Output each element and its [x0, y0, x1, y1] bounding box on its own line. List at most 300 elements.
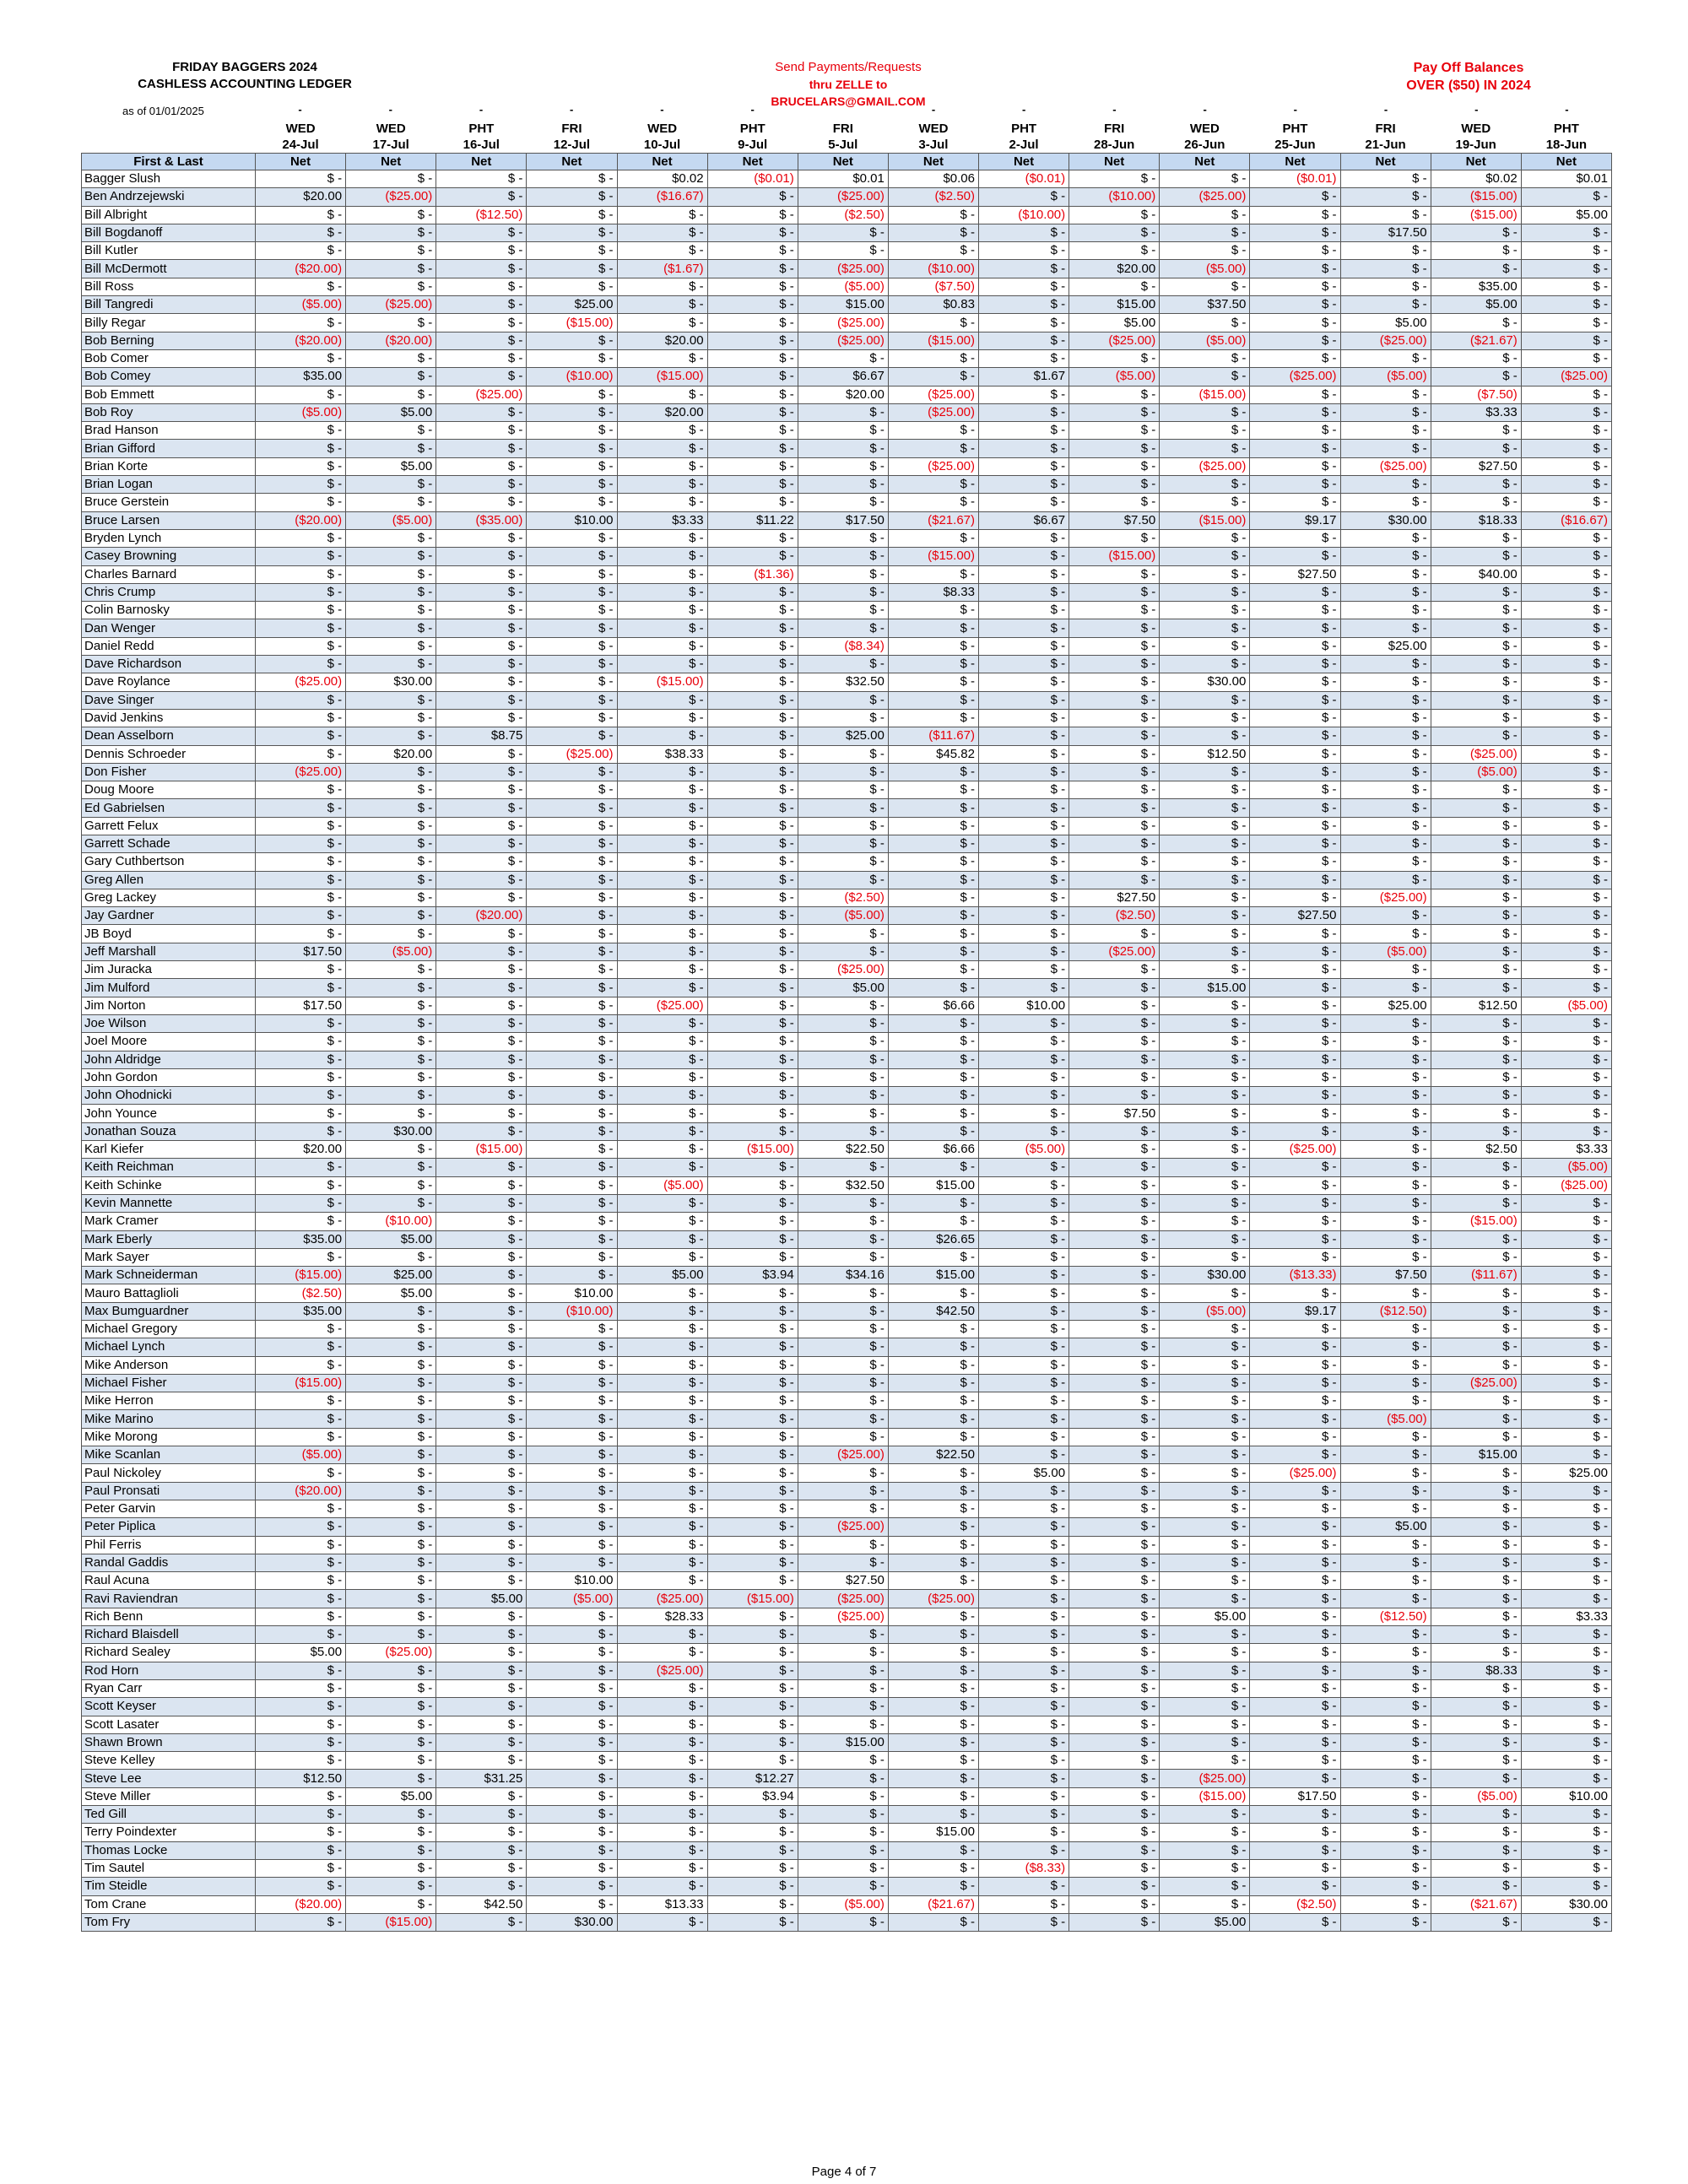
- net-amount-cell: $12.27: [707, 1770, 798, 1787]
- net-amount-cell: $ -: [617, 1428, 707, 1446]
- table-row: [82, 386, 1612, 403]
- net-amount-cell: $ -: [527, 1176, 617, 1194]
- net-amount-cell: $ -: [707, 1033, 798, 1051]
- net-amount-cell: $ -: [1431, 476, 1521, 494]
- net-amount-cell: $ -: [1069, 1176, 1160, 1194]
- net-amount-cell: $ -: [888, 476, 978, 494]
- net-amount-cell: $ -: [707, 1878, 798, 1895]
- net-amount-cell: $ -: [707, 1572, 798, 1590]
- net-amount-cell: $ -: [707, 1806, 798, 1824]
- net-amount-cell: $ -: [1431, 943, 1521, 960]
- net-amount-cell: ($13.33): [1250, 1267, 1340, 1284]
- net-amount-cell: $ -: [1160, 224, 1250, 241]
- net-amount-cell: $ -: [346, 565, 436, 583]
- net-amount-cell: $ -: [979, 1122, 1069, 1140]
- column-header-day: WED: [1189, 122, 1220, 136]
- net-amount-cell: $ -: [1431, 1230, 1521, 1248]
- net-amount-cell: $ -: [436, 1500, 527, 1517]
- table-row: [82, 619, 1612, 637]
- net-amount-cell: $ -: [1069, 1248, 1160, 1266]
- net-amount-cell: $ -: [436, 260, 527, 278]
- net-amount-cell: $ -: [798, 871, 888, 889]
- net-amount-cell: $12.50: [256, 1770, 346, 1787]
- net-amount-cell: $ -: [1431, 1087, 1521, 1105]
- column-header-date: 9-Jul: [738, 138, 768, 152]
- table-row: [82, 691, 1612, 709]
- table-row: [82, 889, 1612, 906]
- column-header-day: WED: [285, 122, 316, 136]
- net-amount-cell: $ -: [617, 961, 707, 979]
- net-amount-cell: ($25.00): [1431, 745, 1521, 763]
- net-amount-cell: $ -: [1340, 1662, 1431, 1679]
- net-amount-cell: $ -: [1521, 835, 1611, 852]
- net-amount-cell: $ -: [888, 1338, 978, 1356]
- member-name: Michael Gregory: [82, 1321, 256, 1338]
- net-amount-cell: ($25.00): [798, 332, 888, 349]
- page-number: Page 4 of 7: [811, 2165, 877, 2179]
- net-amount-cell: $ -: [1340, 1356, 1431, 1374]
- net-amount-cell: $ -: [1521, 1068, 1611, 1086]
- net-amount-cell: ($25.00): [436, 386, 527, 403]
- net-amount-cell: $ -: [1431, 548, 1521, 565]
- net-amount-cell: $10.00: [1521, 1787, 1611, 1805]
- net-amount-cell: $ -: [707, 1159, 798, 1176]
- net-amount-cell: $ -: [1160, 565, 1250, 583]
- net-amount-cell: $ -: [1521, 1824, 1611, 1841]
- table-row: [82, 602, 1612, 619]
- net-amount-cell: $ -: [798, 1068, 888, 1086]
- net-amount-cell: $ -: [1160, 763, 1250, 781]
- net-amount-cell: $ -: [617, 1374, 707, 1392]
- column-header-date: 25-Jun: [1274, 138, 1316, 152]
- column-dash: -: [1022, 103, 1026, 116]
- net-amount-cell: $ -: [1160, 1338, 1250, 1356]
- net-amount-cell: $ -: [1521, 1392, 1611, 1410]
- net-amount-cell: $ -: [1521, 224, 1611, 241]
- net-amount-cell: $ -: [798, 1213, 888, 1230]
- net-amount-cell: $ -: [1250, 314, 1340, 332]
- net-amount-cell: $ -: [256, 1033, 346, 1051]
- net-amount-cell: $5.00: [1160, 1608, 1250, 1625]
- net-amount-cell: $ -: [1160, 1733, 1250, 1751]
- net-amount-cell: $ -: [1069, 1913, 1160, 1931]
- net-amount-cell: $ -: [888, 1752, 978, 1770]
- net-amount-cell: $ -: [346, 1105, 436, 1122]
- net-amount-cell: $ -: [888, 1213, 978, 1230]
- net-amount-cell: $ -: [1431, 907, 1521, 925]
- net-amount-cell: $ -: [1340, 1770, 1431, 1787]
- net-amount-cell: $ -: [1069, 961, 1160, 979]
- table-row: [82, 1895, 1612, 1913]
- net-amount-cell: $ -: [1340, 1554, 1431, 1571]
- net-amount-cell: $0.02: [1431, 170, 1521, 188]
- net-amount-cell: ($5.00): [798, 907, 888, 925]
- net-amount-cell: $25.00: [1340, 637, 1431, 655]
- net-amount-cell: $ -: [1160, 1698, 1250, 1716]
- net-amount-cell: $ -: [798, 1051, 888, 1068]
- net-amount-cell: $ -: [1160, 1824, 1250, 1841]
- member-name: Garrett Felux: [82, 817, 256, 835]
- member-name: Mark Eberly: [82, 1230, 256, 1248]
- net-amount-cell: $ -: [1340, 386, 1431, 403]
- net-amount-cell: $ -: [1521, 907, 1611, 925]
- net-amount-cell: $25.00: [346, 1267, 436, 1284]
- net-amount-cell: $ -: [617, 1626, 707, 1644]
- payoff-line-2: OVER ($50) IN 2024: [1406, 78, 1531, 93]
- net-amount-cell: ($25.00): [617, 1662, 707, 1679]
- net-amount-cell: $ -: [527, 494, 617, 511]
- net-amount-cell: $ -: [527, 1014, 617, 1032]
- net-amount-cell: $ -: [1069, 817, 1160, 835]
- net-amount-cell: $3.33: [1431, 403, 1521, 421]
- member-name: Jim Mulford: [82, 979, 256, 997]
- net-amount-cell: $ -: [436, 1662, 527, 1679]
- net-amount-cell: $ -: [527, 1806, 617, 1824]
- net-amount-cell: $ -: [1160, 1213, 1250, 1230]
- net-amount-cell: $ -: [707, 979, 798, 997]
- net-amount-cell: $ -: [346, 1338, 436, 1356]
- net-amount-cell: $ -: [707, 440, 798, 457]
- table-row: [82, 224, 1612, 241]
- net-amount-cell: $ -: [979, 1554, 1069, 1571]
- net-amount-cell: ($15.00): [707, 1590, 798, 1608]
- net-amount-cell: $ -: [1069, 1122, 1160, 1140]
- net-amount-cell: $ -: [707, 1356, 798, 1374]
- net-amount-cell: $ -: [436, 997, 527, 1014]
- net-amount-cell: $ -: [436, 440, 527, 457]
- net-amount-cell: $ -: [707, 1500, 798, 1517]
- net-amount-cell: $20.00: [256, 1141, 346, 1159]
- column-header-day: PHT: [739, 122, 766, 136]
- net-amount-cell: $ -: [888, 1392, 978, 1410]
- net-amount-cell: $20.00: [346, 745, 436, 763]
- net-amount-cell: $ -: [1160, 1626, 1250, 1644]
- net-amount-cell: $ -: [707, 691, 798, 709]
- net-amount-cell: $ -: [707, 1482, 798, 1500]
- net-amount-cell: $ -: [1340, 1895, 1431, 1913]
- net-amount-cell: $ -: [527, 1374, 617, 1392]
- net-amount-cell: ($1.36): [707, 565, 798, 583]
- net-amount-cell: $ -: [436, 943, 527, 960]
- net-amount-cell: $ -: [979, 1895, 1069, 1913]
- net-amount-cell: $ -: [888, 1159, 978, 1176]
- net-amount-cell: $ -: [979, 781, 1069, 799]
- member-name: Doug Moore: [82, 781, 256, 799]
- net-amount-cell: $10.00: [979, 997, 1069, 1014]
- member-name: Paul Pronsati: [82, 1482, 256, 1500]
- net-amount-cell: $ -: [1160, 1141, 1250, 1159]
- net-amount-cell: $ -: [888, 1626, 978, 1644]
- net-amount-cell: $ -: [979, 1267, 1069, 1284]
- net-amount-cell: $ -: [617, 1051, 707, 1068]
- net-amount-cell: $ -: [888, 1770, 978, 1787]
- net-amount-cell: $ -: [1160, 799, 1250, 817]
- net-amount-cell: $ -: [888, 1410, 978, 1428]
- table-row: [82, 1446, 1612, 1464]
- net-amount-cell: $ -: [527, 979, 617, 997]
- net-amount-cell: $ -: [979, 242, 1069, 260]
- net-amount-cell: $ -: [1250, 332, 1340, 349]
- net-amount-cell: $ -: [888, 422, 978, 440]
- net-amount-cell: ($11.67): [1431, 1267, 1521, 1284]
- net-amount-cell: $ -: [527, 1356, 617, 1374]
- net-amount-cell: $ -: [436, 1014, 527, 1032]
- net-amount-cell: $ -: [1340, 1033, 1431, 1051]
- net-amount-cell: $ -: [1250, 1644, 1340, 1662]
- net-amount-cell: $ -: [888, 1321, 978, 1338]
- net-amount-cell: ($20.00): [256, 511, 346, 529]
- net-amount-cell: $ -: [888, 1051, 978, 1068]
- net-amount-cell: $ -: [436, 1248, 527, 1266]
- net-amount-cell: $ -: [888, 1284, 978, 1302]
- net-amount-cell: ($10.00): [527, 1302, 617, 1320]
- net-amount-cell: $ -: [1160, 781, 1250, 799]
- net-amount-cell: $ -: [707, 1302, 798, 1320]
- table-row: [82, 422, 1612, 440]
- net-amount-cell: $ -: [1250, 602, 1340, 619]
- header-row-net: [82, 154, 1612, 170]
- net-amount-cell: $ -: [1069, 925, 1160, 943]
- net-amount-cell: $ -: [1431, 656, 1521, 673]
- net-amount-cell: $ -: [527, 817, 617, 835]
- column-header-day: PHT: [1553, 122, 1579, 136]
- net-amount-cell: $ -: [1069, 1446, 1160, 1464]
- net-amount-cell: $ -: [617, 889, 707, 906]
- net-amount-cell: $ -: [888, 1859, 978, 1877]
- net-amount-cell: $ -: [1069, 1482, 1160, 1500]
- table-row: [82, 260, 1612, 278]
- net-amount-cell: $ -: [1160, 1230, 1250, 1248]
- net-amount-cell: $25.00: [1340, 997, 1431, 1014]
- net-amount-cell: $ -: [1340, 1374, 1431, 1392]
- net-amount-cell: $ -: [1250, 278, 1340, 295]
- net-amount-cell: $ -: [436, 188, 527, 206]
- net-amount-cell: $ -: [1431, 1698, 1521, 1716]
- net-amount-cell: $25.00: [527, 296, 617, 314]
- member-name: Casey Browning: [82, 548, 256, 565]
- net-amount-cell: $ -: [1250, 1500, 1340, 1517]
- net-amount-cell: $7.50: [1069, 511, 1160, 529]
- net-amount-cell: $ -: [1160, 1464, 1250, 1482]
- net-amount-cell: $ -: [346, 349, 436, 367]
- net-amount-cell: $ -: [798, 457, 888, 475]
- net-amount-cell: $15.00: [888, 1824, 978, 1841]
- net-amount-cell: $ -: [617, 619, 707, 637]
- net-amount-cell: $ -: [527, 565, 617, 583]
- net-amount-cell: ($25.00): [798, 314, 888, 332]
- net-amount-cell: $ -: [1431, 727, 1521, 745]
- column-header-date: 19-Jun: [1455, 138, 1496, 152]
- column-header-day: FRI: [561, 122, 582, 136]
- net-amount-cell: $ -: [1250, 1105, 1340, 1122]
- net-amount-cell: ($5.00): [617, 1176, 707, 1194]
- net-amount-cell: $ -: [617, 1410, 707, 1428]
- net-amount-cell: $ -: [617, 457, 707, 475]
- net-amount-cell: $35.00: [1431, 278, 1521, 295]
- net-amount-cell: $ -: [346, 242, 436, 260]
- net-amount-cell: $ -: [707, 889, 798, 906]
- net-amount-cell: $ -: [1250, 1410, 1340, 1428]
- net-amount-cell: $ -: [436, 961, 527, 979]
- net-amount-cell: $ -: [798, 1410, 888, 1428]
- net-amount-cell: $ -: [1250, 494, 1340, 511]
- net-amount-cell: $ -: [1431, 1428, 1521, 1446]
- member-name: Steve Lee: [82, 1770, 256, 1787]
- net-amount-cell: $ -: [979, 1644, 1069, 1662]
- net-amount-cell: ($15.00): [1069, 548, 1160, 565]
- net-amount-cell: $ -: [1250, 853, 1340, 871]
- net-amount-cell: $0.01: [1521, 170, 1611, 188]
- net-amount-cell: $ -: [1250, 440, 1340, 457]
- net-amount-cell: $ -: [707, 242, 798, 260]
- net-amount-cell: $ -: [1069, 1895, 1160, 1913]
- column-header-date: 5-Jul: [828, 138, 858, 152]
- member-name: Joe Wilson: [82, 1014, 256, 1032]
- net-amount-cell: $ -: [617, 1392, 707, 1410]
- net-amount-cell: $ -: [1160, 1662, 1250, 1679]
- net-amount-cell: $ -: [707, 224, 798, 241]
- net-amount-cell: $ -: [1250, 457, 1340, 475]
- net-amount-cell: $ -: [617, 1859, 707, 1877]
- net-amount-cell: $5.00: [979, 1464, 1069, 1482]
- column-header-day: WED: [918, 122, 949, 136]
- net-amount-cell: $ -: [1069, 745, 1160, 763]
- net-amount-cell: $ -: [798, 602, 888, 619]
- net-amount-cell: $ -: [436, 673, 527, 691]
- net-amount-cell: $ -: [1160, 1500, 1250, 1517]
- net-amount-cell: $ -: [707, 1321, 798, 1338]
- net-amount-cell: $ -: [1069, 565, 1160, 583]
- net-amount-cell: $ -: [617, 763, 707, 781]
- net-amount-cell: ($5.00): [1160, 1302, 1250, 1320]
- net-amount-cell: $ -: [888, 1374, 978, 1392]
- net-amount-cell: $ -: [346, 656, 436, 673]
- net-amount-cell: $ -: [1160, 529, 1250, 547]
- net-amount-cell: $ -: [527, 206, 617, 224]
- net-amount-cell: $ -: [888, 368, 978, 386]
- net-amount-cell: $ -: [1431, 1608, 1521, 1625]
- net-amount-cell: $ -: [436, 1033, 527, 1051]
- net-amount-cell: ($10.00): [346, 1213, 436, 1230]
- net-amount-cell: $ -: [436, 1321, 527, 1338]
- net-amount-cell: $7.50: [1069, 1105, 1160, 1122]
- net-amount-cell: $ -: [979, 1500, 1069, 1517]
- net-amount-cell: $ -: [707, 1716, 798, 1733]
- net-amount-cell: $ -: [617, 1356, 707, 1374]
- net-amount-cell: $ -: [346, 1356, 436, 1374]
- net-amount-cell: $ -: [527, 637, 617, 655]
- net-amount-cell: $ -: [617, 691, 707, 709]
- net-amount-cell: $ -: [527, 1608, 617, 1625]
- net-amount-cell: $ -: [1069, 1536, 1160, 1554]
- net-amount-cell: $ -: [346, 314, 436, 332]
- net-amount-cell: $ -: [1069, 997, 1160, 1014]
- net-amount-cell: $ -: [617, 1194, 707, 1212]
- net-amount-cell: $ -: [527, 1392, 617, 1410]
- net-amount-cell: $ -: [1340, 476, 1431, 494]
- net-amount-cell: $8.33: [888, 583, 978, 601]
- net-amount-cell: $ -: [1069, 1679, 1160, 1697]
- net-amount-cell: $5.00: [256, 1644, 346, 1662]
- net-amount-cell: $ -: [979, 907, 1069, 925]
- column-dash: -: [388, 103, 392, 116]
- net-amount-cell: $ -: [798, 1464, 888, 1482]
- net-amount-cell: $ -: [979, 1716, 1069, 1733]
- net-amount-cell: $ -: [707, 1752, 798, 1770]
- net-amount-cell: $ -: [888, 691, 978, 709]
- net-amount-cell: $ -: [256, 1068, 346, 1086]
- net-amount-cell: $ -: [527, 781, 617, 799]
- net-amount-cell: $ -: [346, 691, 436, 709]
- net-amount-cell: $ -: [436, 368, 527, 386]
- net-amount-cell: $ -: [979, 548, 1069, 565]
- net-amount-cell: ($5.00): [346, 943, 436, 960]
- net-amount-cell: $ -: [436, 925, 527, 943]
- net-amount-cell: $ -: [1340, 1122, 1431, 1140]
- net-amount-cell: ($16.67): [617, 188, 707, 206]
- net-amount-cell: $ -: [436, 709, 527, 727]
- net-amount-cell: $ -: [1340, 709, 1431, 727]
- member-name: Tom Crane: [82, 1895, 256, 1913]
- net-amount-cell: $ -: [617, 224, 707, 241]
- net-amount-cell: $ -: [1521, 583, 1611, 601]
- member-name: Gary Cuthbertson: [82, 853, 256, 871]
- net-amount-cell: $ -: [1069, 1608, 1160, 1625]
- net-amount-cell: $ -: [979, 1698, 1069, 1716]
- net-amount-cell: $ -: [1431, 242, 1521, 260]
- net-amount-cell: $ -: [1160, 835, 1250, 852]
- net-amount-cell: $ -: [256, 1087, 346, 1105]
- member-name: Scott Keyser: [82, 1698, 256, 1716]
- column-dash: -: [298, 103, 302, 116]
- net-amount-cell: $ -: [1431, 1321, 1521, 1338]
- net-amount-cell: $ -: [707, 1068, 798, 1086]
- net-amount-cell: $ -: [979, 1374, 1069, 1392]
- table-row: [82, 457, 1612, 475]
- member-name: Michael Lynch: [82, 1338, 256, 1356]
- net-amount-cell: $6.66: [888, 997, 978, 1014]
- net-amount-cell: $ -: [1521, 1572, 1611, 1590]
- net-amount-cell: $ -: [1160, 1068, 1250, 1086]
- column-header-date: 21-Jun: [1365, 138, 1406, 152]
- member-name: Bill Kutler: [82, 242, 256, 260]
- member-name: Greg Allen: [82, 871, 256, 889]
- net-amount-cell: $ -: [256, 1859, 346, 1877]
- net-amount-cell: $ -: [798, 1122, 888, 1140]
- net-amount-cell: $ -: [1431, 1518, 1521, 1536]
- net-amount-cell: $ -: [436, 656, 527, 673]
- net-amount-cell: $ -: [346, 1662, 436, 1679]
- net-amount-cell: $ -: [436, 835, 527, 852]
- member-name: John Aldridge: [82, 1051, 256, 1068]
- net-amount-cell: $ -: [979, 1105, 1069, 1122]
- net-amount-cell: $ -: [617, 727, 707, 745]
- member-name: Bob Berning: [82, 332, 256, 349]
- net-amount-cell: $ -: [1250, 1213, 1340, 1230]
- table-row: [82, 368, 1612, 386]
- net-amount-cell: $ -: [1340, 403, 1431, 421]
- net-amount-cell: $ -: [1431, 1464, 1521, 1482]
- net-amount-cell: ($15.00): [707, 1141, 798, 1159]
- column-header-day: WED: [647, 122, 678, 136]
- net-amount-cell: ($7.50): [1431, 386, 1521, 403]
- net-amount-cell: $ -: [256, 242, 346, 260]
- member-name: Brian Gifford: [82, 440, 256, 457]
- net-amount-cell: $ -: [617, 1068, 707, 1086]
- member-name: Karl Kiefer: [82, 1141, 256, 1159]
- net-amount-cell: $ -: [617, 1841, 707, 1859]
- net-amount-cell: $ -: [436, 619, 527, 637]
